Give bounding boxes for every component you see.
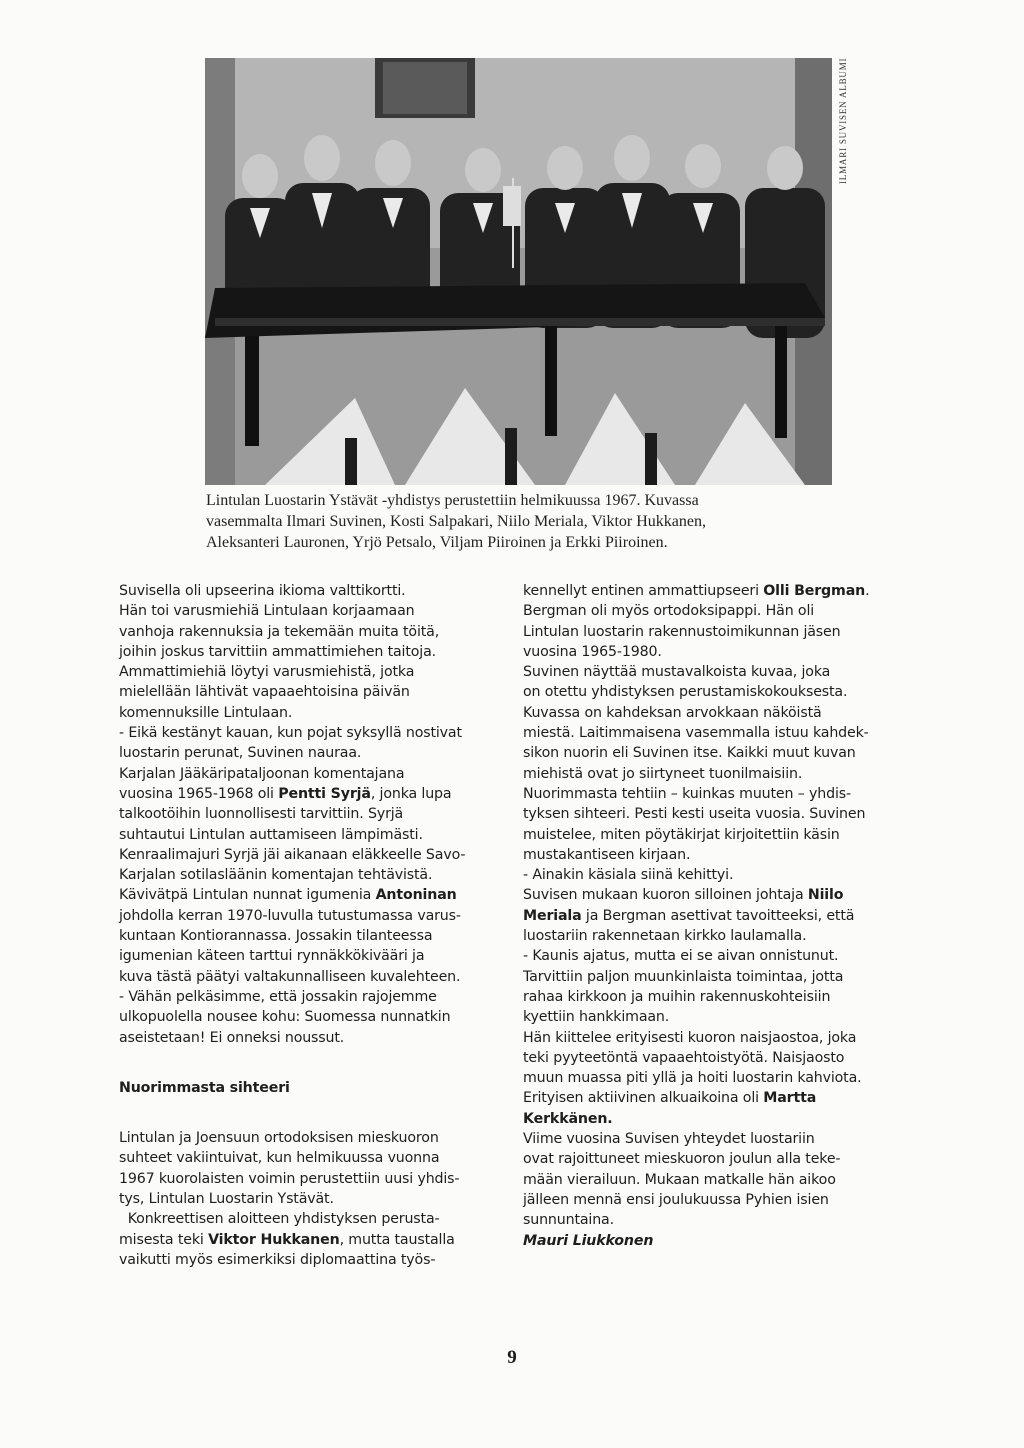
text-line: komennuksille Lintulaan. — [119, 704, 293, 721]
text-line: Hän toi varusmiehiä Lintulaan korjaamaan — [119, 603, 415, 620]
text-line: mustakantiseen kirjaan. — [523, 846, 691, 863]
text-line: tys, Lintulan Luostarin Ystävät. — [119, 1191, 334, 1208]
text-fragment: ja Bergman asettivat tavoitteeksi, että — [581, 907, 855, 924]
page-number: 9 — [507, 1347, 517, 1368]
text-line: jälleen mennä ensi joulukuussa Pyhien isien — [523, 1191, 829, 1208]
article-right-column — [523, 581, 893, 1251]
text-line: aseistetaan! Ei onneksi noussut. — [119, 1029, 345, 1046]
photo-caption — [206, 490, 846, 553]
text-line: Karjalan Jääkäripataljoonan komentajana — [119, 765, 405, 782]
text-fragment: Kävivätpä Lintulan nunnat igumenia — [119, 887, 376, 904]
text-line: Konkreettisen aloitteen yhdistyksen perusta- — [119, 1211, 440, 1228]
caption-line: vasemmalta Ilmari Suvinen, Kosti Salpakari, Niilo Meriala, Viktor Hukkanen, — [206, 513, 706, 530]
text-line: ovat rajoittuneet mieskuoron joulun alla teke- — [523, 1151, 841, 1168]
group-photo-illustration — [205, 58, 832, 485]
text-line: suhtautui Lintulan auttamiseen lämpimästi. — [119, 826, 423, 843]
text-line: Kenraalimajuri Syrjä jäi aikanaan eläkkeelle Savo- — [119, 846, 466, 863]
article-left-column — [119, 581, 489, 1270]
text-line: miestä. Laitimmaisena vasemmalla istuu kahdek- — [523, 725, 869, 742]
text-line: 1967 kuorolaisten voimin perustettiin uusi yhdis- — [119, 1170, 460, 1187]
text-line: talkootöihin luonnollisesti tarvittiin. Syrjä — [119, 806, 404, 823]
text-line — [119, 784, 489, 804]
text-line: Nuorimmasta tehtiin – kuinkas muuten – yhdis- — [523, 785, 851, 802]
text-fragment: . — [865, 583, 870, 599]
text-line — [119, 885, 489, 905]
text-line: Viime vuosina Suvisen yhteydet luostariin — [523, 1131, 815, 1148]
text-line — [523, 1109, 893, 1129]
text-line: tyksen sihteeri. Pesti kesti useita vuosia. Suvinen — [523, 806, 866, 823]
text-line: sunnuntaina. — [523, 1212, 614, 1229]
text-line: Karjalan sotilasläänin komentajan tehtävistä. — [119, 867, 433, 884]
text-line: teki pyyteetöntä vapaaehtoistyötä. Naisjaosto — [523, 1049, 845, 1066]
person-name: Meriala — [523, 907, 582, 924]
text-line: Kuvassa on kahdeksan arvokkaan näköistä — [523, 704, 822, 721]
text-line: Ammattimiehiä löytyi varusmiehistä, jotka — [119, 664, 415, 681]
text-line: mielellään lähtivät vapaaehtoisina päivän — [119, 684, 410, 701]
person-name: Martta — [763, 1090, 817, 1107]
text-line: rahaa kirkkoon ja muihin rakennuskohteisiin — [523, 988, 831, 1005]
text-line: on otettu yhdistyksen perustamiskokouksesta. — [523, 684, 848, 701]
text-fragment: Erityisen aktiivinen alkuaikoina oli — [523, 1090, 764, 1107]
person-name: Olli Bergman — [763, 583, 866, 599]
text-line: Lintulan luostarin rakennustoimikunnan jäsen — [523, 623, 841, 640]
author-signature: Mauri Liukkonen — [523, 1232, 654, 1249]
text-line — [523, 1088, 893, 1108]
text-line: Tarvittiin paljon muunkinlaista toimintaa, jotta — [523, 968, 844, 985]
text-line: vaikutti myös esimerkiksi diplomaattina työs- — [119, 1251, 436, 1268]
text-line: muun muassa piti yllä ja hoiti luostarin kahviota. — [523, 1070, 862, 1087]
text-line — [523, 885, 893, 905]
text-line: kuva tästä päätyi valtakunnalliseen kuvalehteen. — [119, 968, 461, 985]
text-line: Lintulan ja Joensuun ortodoksisen mieskuoron — [119, 1130, 439, 1147]
text-line: miehistä ovat jo siirtyneet tuonilmaisiin. — [523, 765, 803, 782]
text-line: mään vierailuun. Mukaan matkalle hän aikoo — [523, 1171, 836, 1188]
text-line: ulkopuolella nousee kohu: Suomessa nunnatkin — [119, 1009, 451, 1026]
text-line — [523, 906, 893, 926]
section-heading: Nuorimmasta sihteeri — [119, 1079, 290, 1096]
person-name: Kerkkänen. — [523, 1110, 613, 1127]
text-line — [523, 581, 893, 601]
caption-line: Aleksanteri Lauronen, Yrjö Petsalo, Viljam Piiroinen ja Erkki Piiroinen. — [206, 534, 668, 551]
text-line: - Vähän pelkäsimme, että jossakin rajojemme — [119, 988, 437, 1005]
caption-line: Lintulan Luostarin Ystävät -yhdistys perustettiin helmikuussa 1967. Kuvassa — [206, 492, 699, 509]
text-line: Suvisella oli upseerina ikioma valttikortti. — [119, 583, 406, 599]
text-line: igumenian käteen tarttui rynnäkkökivääri ja — [119, 948, 425, 965]
group-photo — [205, 58, 832, 485]
text-fragment: , mutta taustalla — [339, 1231, 455, 1248]
photo-credit: ILMARI SUVISEN ALBUMI — [838, 58, 848, 185]
text-line: Bergman oli myös ortodoksipappi. Hän oli — [523, 603, 815, 620]
person-name: Niilo — [807, 887, 844, 904]
text-line: vanhoja rakennuksia ja tekemään muita töitä, — [119, 623, 440, 640]
text-line: Suvinen näyttää mustavalkoista kuvaa, joka — [523, 664, 831, 681]
text-line: kuntaan Kontiorannassa. Jossakin tilanteessa — [119, 928, 433, 945]
text-line: joihin joskus tarvittiin ammattimiehen taitoja. — [119, 643, 436, 660]
text-line: - Eikä kestänyt kauan, kun pojat syksyllä nostivat — [119, 725, 462, 742]
text-line — [119, 1230, 489, 1250]
text-line: luostariin rakennetaan kirkko laulamalla. — [523, 928, 807, 945]
text-fragment: misesta teki — [119, 1231, 209, 1248]
text-fragment: , jonka lupa — [370, 785, 452, 802]
text-line: sikon nuorin eli Suvinen itse. Kaikki muut kuvan — [523, 745, 856, 762]
text-line: - Ainakin käsiala siinä kehittyi. — [523, 867, 734, 884]
person-name: Pentti Syrjä — [278, 785, 371, 802]
text-line: johdolla kerran 1970-luvulla tutustumassa varus- — [119, 907, 461, 924]
text-fragment: Suvisen mukaan kuoron silloinen johtaja — [523, 887, 808, 904]
text-line: muistelee, miten pöytäkirjat kirjoitettiin käsin — [523, 826, 840, 843]
text-line: - Kaunis ajatus, mutta ei se aivan onnistunut. — [523, 948, 839, 965]
person-name: Viktor Hukkanen — [208, 1231, 340, 1248]
text-line: kyettiin hankkimaan. — [523, 1009, 670, 1026]
text-fragment: vuosina 1965-1968 oli — [119, 785, 279, 802]
text-line: vuosina 1965-1980. — [523, 643, 662, 660]
person-name: Antoninan — [375, 887, 457, 904]
text-line: luostarin perunat, Suvinen nauraa. — [119, 745, 362, 762]
text-line: Hän kiittelee erityisesti kuoron naisjaostoa, joka — [523, 1029, 857, 1046]
text-fragment: kennellyt entinen ammattiupseeri — [523, 583, 764, 599]
text-line: suhteet vakiintuivat, kun helmikuussa vuonna — [119, 1150, 440, 1167]
